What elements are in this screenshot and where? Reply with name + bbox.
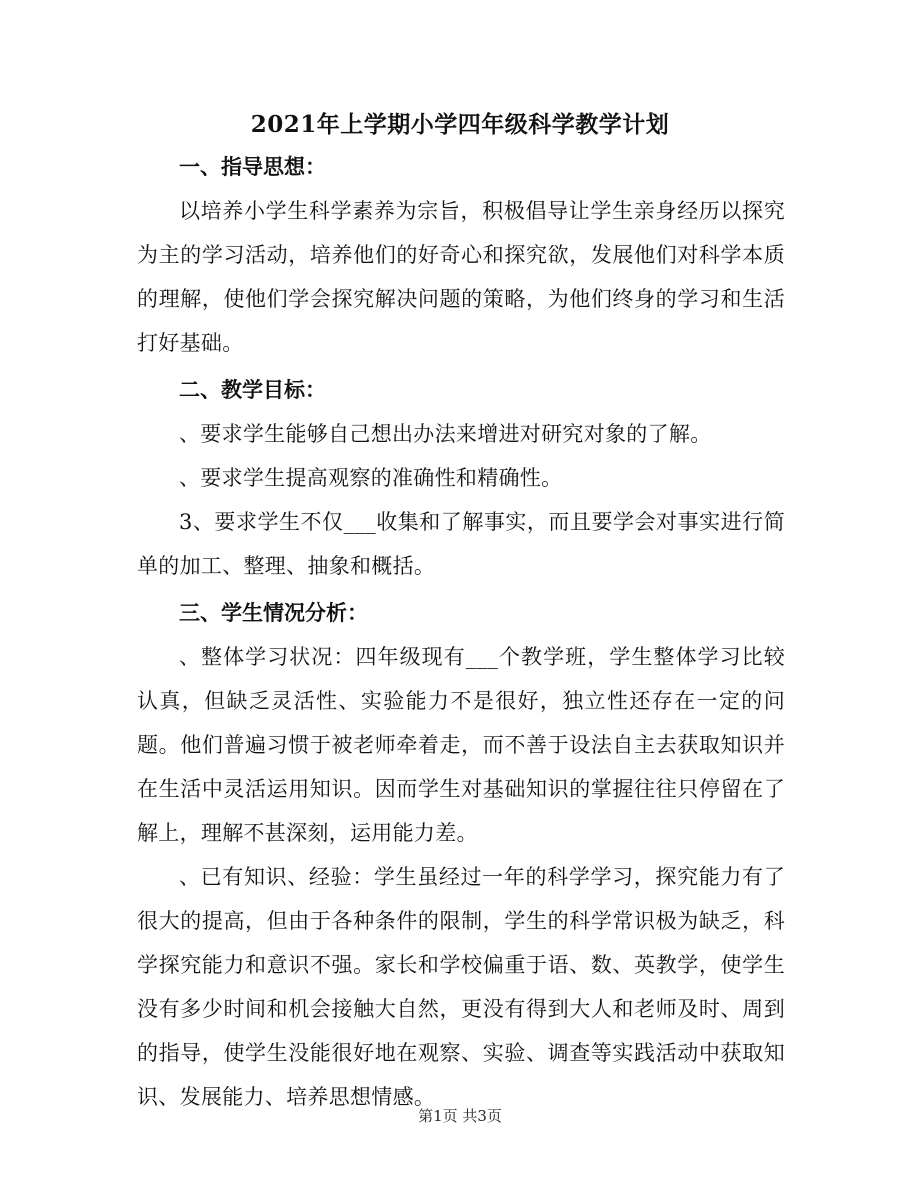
page-number: 第1页 共3页 bbox=[418, 1107, 502, 1125]
document-title: 2021年上学期小学四年级科学教学计划 bbox=[250, 111, 670, 138]
section-heading: 二、教学目标： bbox=[179, 377, 326, 402]
paragraph: 、要求学生能够自己想出办法来增进对研究对象的了解。 bbox=[179, 422, 712, 446]
document-body bbox=[137, 145, 785, 1119]
section-heading: 一、指导思想： bbox=[179, 154, 326, 179]
section-guiding-ideology bbox=[137, 145, 785, 365]
paragraph: 3、要求学生不仅___收集和了解事实，而且要学会对事实进行简单的加工、整理、抽象和概括。 bbox=[137, 510, 785, 578]
section-teaching-goals bbox=[137, 368, 785, 588]
paragraph: 以培养小学生科学素养为宗旨，积极倡导让学生亲身经历以探究为主的学习活动，培养他们的好奇心和探究欲，发展他们对科学本质的理解，使他们学会探究解决问题的策略，为他们终身的学习和生活打好基础。 bbox=[137, 199, 785, 355]
paragraph: 、已有知识、经验：学生虽经过一年的科学学习，探究能力有了很大的提高，但由于各种条件的限制，学生的科学常识极为缺乏，科学探究能力和意识不强。家长和学校偏重于语、数、英教学，使学生没有多少时间和机会接触大自然，更没有得到大人和老师及时、周到的指导，使学生没能很好地在观察、实验、调查等实践活动中获取知识、发展能力、培养思想情感。 bbox=[137, 865, 785, 1109]
section-heading: 三、学生情况分析： bbox=[179, 600, 368, 625]
paragraph: 、整体学习状况：四年级现有___个教学班，学生整体学习比较认真，但缺乏灵活性、实验能力不是很好，独立性还存在一定的问题。他们普遍习惯于被老师牵着走，而不善于设法自主去获取知识并在生活中灵活运用知识。因而学生对基础知识的掌握往往只停留在了解上，理解不甚深刻，运用能力差。 bbox=[137, 645, 785, 845]
section-student-analysis bbox=[137, 591, 785, 1119]
paragraph: 、要求学生提高观察的准确性和精确性。 bbox=[179, 466, 563, 490]
